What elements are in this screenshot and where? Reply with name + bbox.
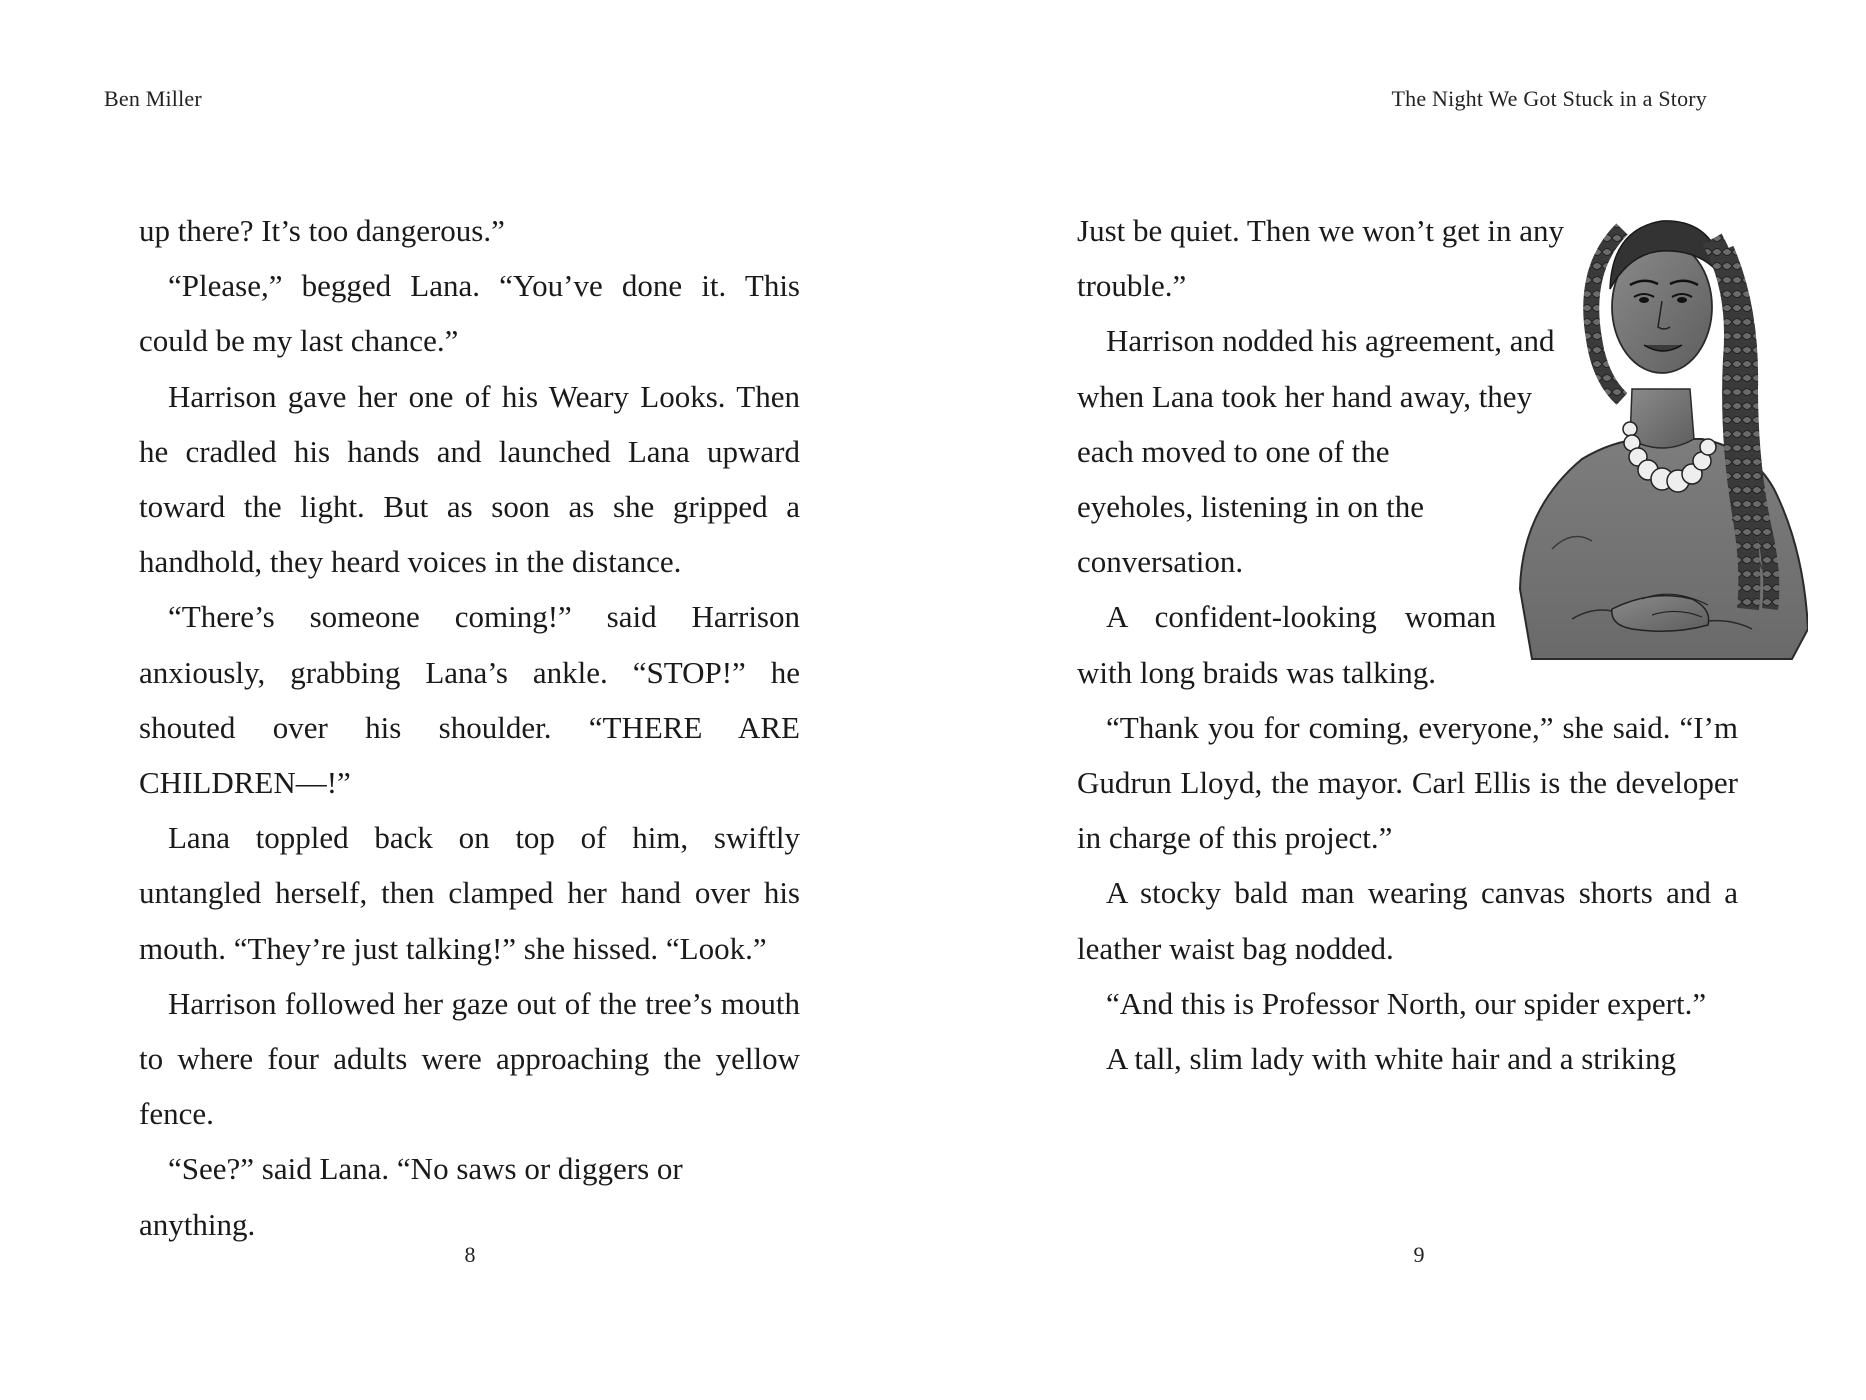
paragraph: A stocky bald man wearing canvas shorts and a leather waist bag nodded.: [1077, 875, 1738, 966]
page-number: 8: [464, 1242, 476, 1267]
paragraph: Harrison followed her gaze out of the tree’s mouth to where four adults were approaching the yellow fence.: [139, 985, 800, 1132]
left-text-block: [139, 203, 800, 1252]
paragraph: “Please,” begged Lana. “You’ve done it. This could be my last chance.”: [139, 268, 800, 359]
paragraph: A confident-looking woman with long braids was talking.: [1077, 599, 1496, 690]
paragraph: Harrison nodded his agreement, and when Lana took her hand away, they each moved to one of the eyeholes, listening in on the conversation.: [1077, 323, 1555, 580]
paragraph: Lana toppled back on top of him, swiftly untangled herself, then clamped her hand over his mouth. “They’re just talking!” she hissed. “Look.”: [139, 820, 800, 966]
paragraph: “And this is Professor North, our spider expert.”: [1106, 985, 1707, 1021]
paragraph: “There’s someone coming!” said Harrison anxiously, grabbing Lana’s ankle. “STOP!” he shouted over his shoulder. “THERE ARE CHILDREN—!”: [139, 599, 800, 801]
running-head-author: Ben Miller: [104, 86, 202, 111]
woman-with-braids-illustration: [1512, 189, 1808, 673]
right-text-block: [1077, 203, 1738, 1086]
right-page: [933, 0, 1866, 1400]
paragraph: Harrison gave her one of his Weary Looks. Then he cradled his hands and launched Lana upward toward the light. But as soon as she gripped a handhold, they heard voices in the distance.: [139, 378, 800, 580]
page-number: 9: [1413, 1242, 1425, 1267]
paragraph: “See?” said Lana. “No saws or diggers or anything.: [139, 1151, 683, 1242]
running-head-title: The Night We Got Stuck in a Story: [1391, 86, 1707, 111]
paragraph: up there? It’s too dangerous.”: [139, 213, 505, 248]
paragraph: A tall, slim lady with white hair and a striking: [1106, 1041, 1676, 1077]
paragraph: Just be quiet. Then we won’t get in any trouble.”: [1077, 213, 1565, 304]
paragraph: “Thank you for coming, everyone,” she said. “I’m Gudrun Lloyd, the mayor. Carl Ellis is the developer in charge of this project.”: [1077, 709, 1738, 856]
